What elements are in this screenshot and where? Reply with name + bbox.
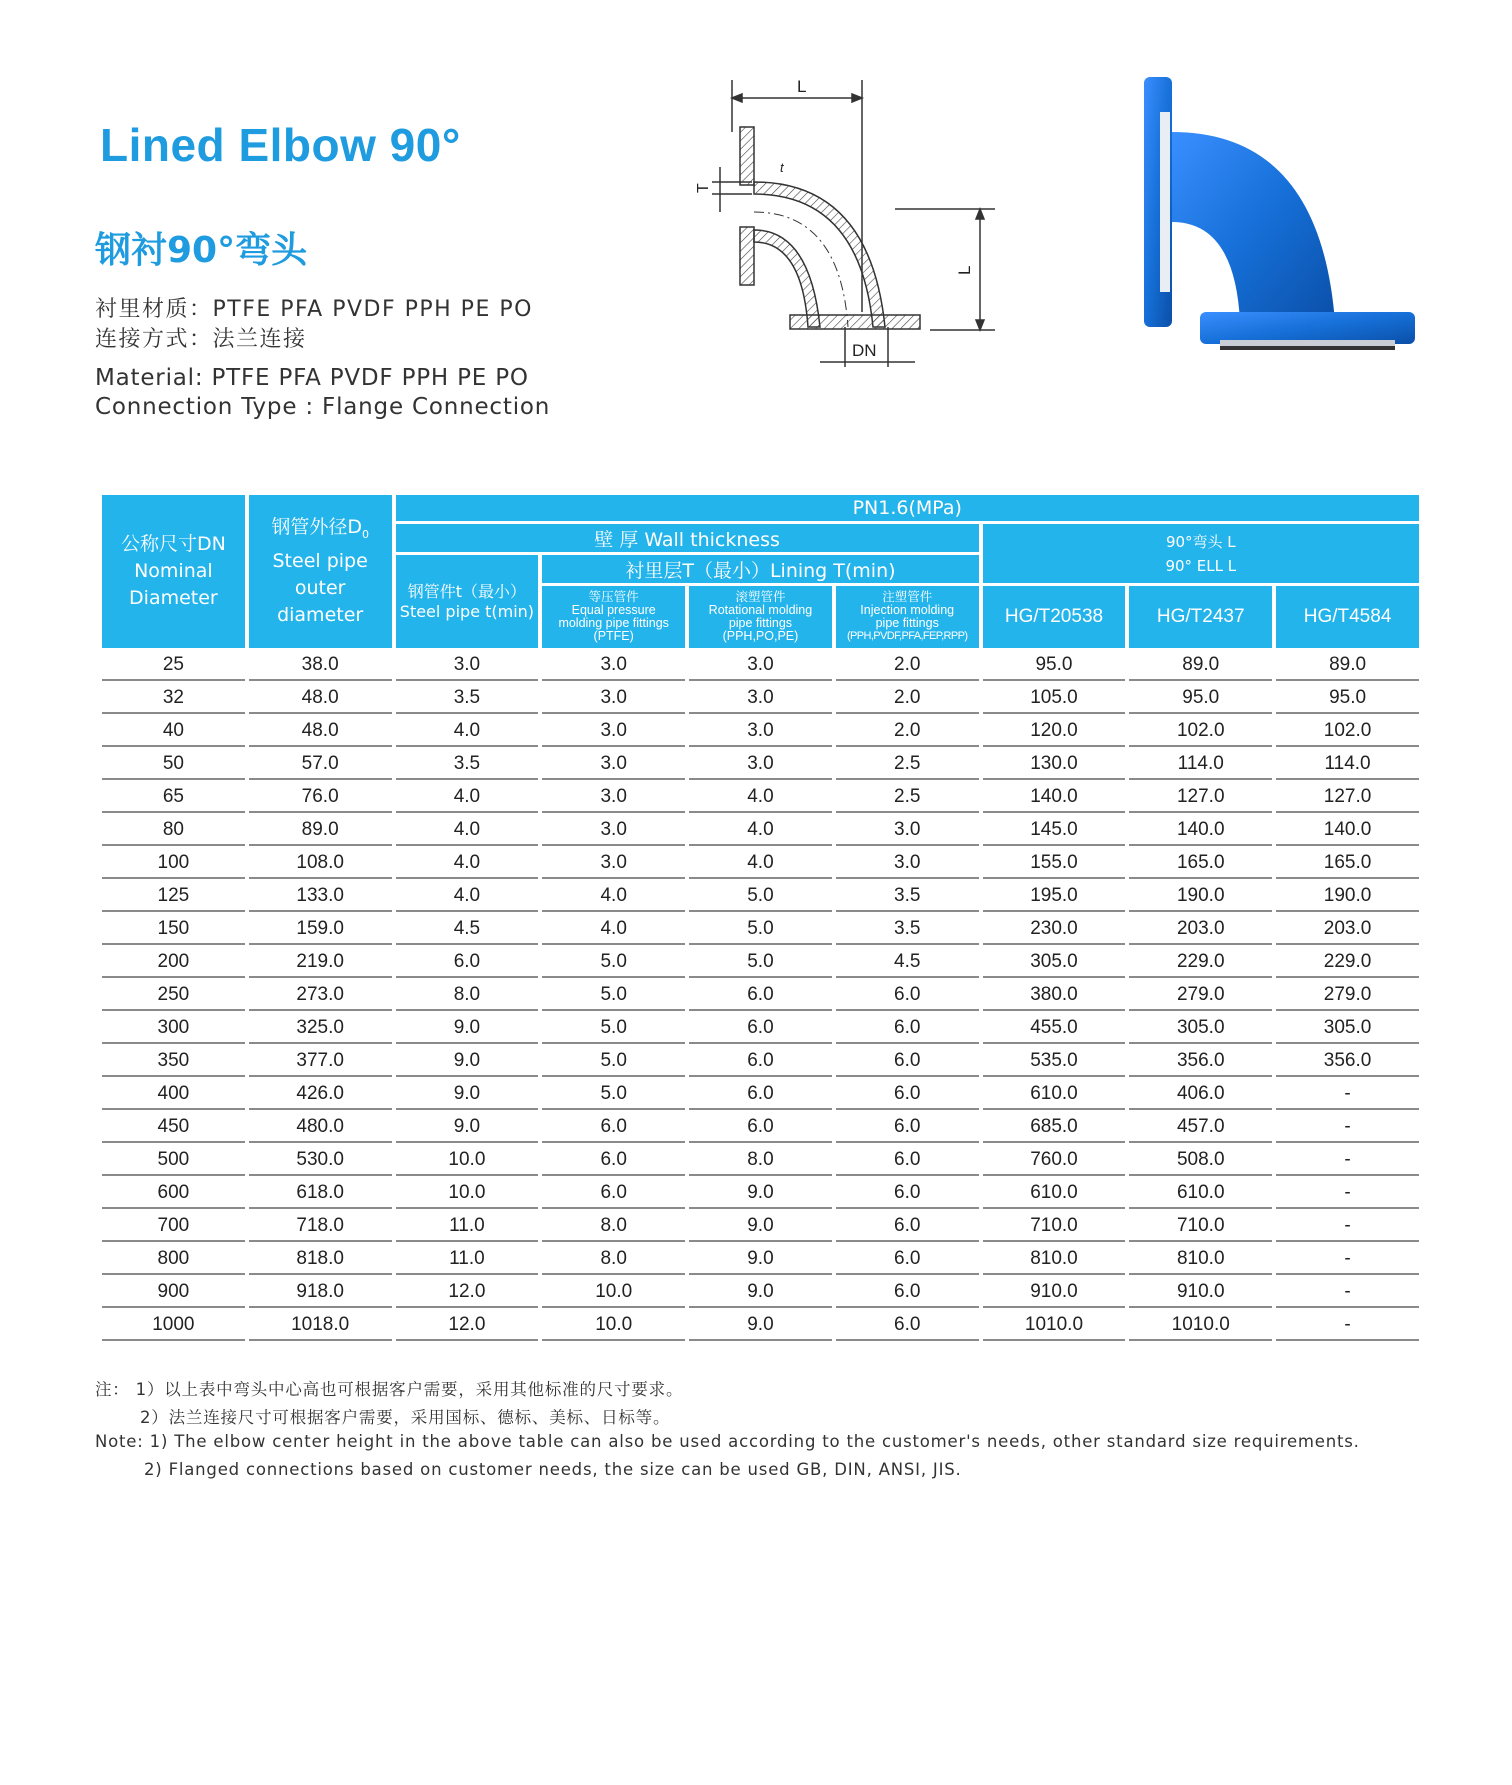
table-cell: 80: [102, 816, 245, 846]
table-cell: 9.0: [689, 1278, 832, 1308]
table-cell: 190.0: [1129, 882, 1272, 912]
table-cell: 95.0: [1129, 684, 1272, 714]
table-cell: 377.0: [249, 1047, 392, 1077]
table-cell: 120.0: [983, 717, 1126, 747]
table-cell: 114.0: [1129, 750, 1272, 780]
table-cell: 6.0: [836, 1311, 979, 1341]
table-row: [102, 684, 1419, 714]
table-cell: 9.0: [689, 1212, 832, 1242]
table-row: [102, 1179, 1419, 1209]
table-cell: 9.0: [689, 1311, 832, 1341]
table-row: [102, 1146, 1419, 1176]
table-cell: 356.0: [1129, 1047, 1272, 1077]
table-cell: 12.0: [396, 1278, 539, 1308]
table-cell: 6.0: [836, 1212, 979, 1242]
table-cell: 426.0: [249, 1080, 392, 1110]
table-cell: 455.0: [983, 1014, 1126, 1044]
table-cell: 229.0: [1129, 948, 1272, 978]
table-cell: 10.0: [542, 1278, 685, 1308]
table-cell: -: [1276, 1146, 1419, 1176]
table-cell: 219.0: [249, 948, 392, 978]
table-cell: 89.0: [249, 816, 392, 846]
table-cell: 3.0: [542, 651, 685, 681]
table-row: [102, 1311, 1419, 1341]
page-title-cn: 钢衬90°弯头: [95, 230, 308, 271]
table-cell: 700: [102, 1212, 245, 1242]
table-cell: 3.0: [542, 750, 685, 780]
table-cell: 4.0: [542, 882, 685, 912]
table-cell: 57.0: [249, 750, 392, 780]
note-en-1: Note: 1) The elbow center height in the above table can also be used according to the customer's needs, other standard size requirements.: [95, 1432, 1360, 1451]
table-cell: 508.0: [1129, 1146, 1272, 1176]
table-cell: -: [1276, 1113, 1419, 1143]
table-cell: -: [1276, 1278, 1419, 1308]
ell-header: [983, 524, 1419, 583]
col-header-od-subscript: 0: [361, 527, 369, 541]
spec-table: [98, 492, 1423, 1344]
table-cell: 718.0: [249, 1212, 392, 1242]
table-cell: 8.0: [542, 1212, 685, 1242]
table-cell: 159.0: [249, 915, 392, 945]
material-en: Material: PTFE PFA PVDF PPH PE PO: [95, 365, 529, 391]
table-cell: 8.0: [689, 1146, 832, 1176]
table-cell: 6.0: [836, 1047, 979, 1077]
table-cell: 3.0: [542, 849, 685, 879]
table-cell: 102.0: [1276, 717, 1419, 747]
table-cell: 12.0: [396, 1311, 539, 1341]
eq-en1: Equal pressure: [571, 603, 656, 617]
table-cell: 9.0: [396, 1014, 539, 1044]
table-cell: 6.0: [396, 948, 539, 978]
table-row: [102, 1047, 1419, 1077]
table-row: [102, 1278, 1419, 1308]
table-cell: 6.0: [689, 981, 832, 1011]
col-header-od-en3: diameter: [277, 603, 364, 626]
table-cell: 4.0: [542, 915, 685, 945]
elbow-section-diagram: [690, 72, 1020, 372]
table-cell: 9.0: [689, 1179, 832, 1209]
table-cell: 610.0: [983, 1080, 1126, 1110]
inj-en1: Injection molding: [860, 603, 955, 617]
table-cell: 2.0: [836, 717, 979, 747]
rot-en1: Rotational molding: [708, 603, 813, 617]
col-header-dn-en1: Nominal: [134, 560, 213, 582]
table-cell: 810.0: [1129, 1245, 1272, 1275]
note-en-2: 2) Flanged connections based on customer needs, the size can be used GB, DIN, ANSI, JIS.: [144, 1460, 962, 1479]
table-cell: 11.0: [396, 1212, 539, 1242]
table-cell: 230.0: [983, 915, 1126, 945]
table-cell: 6.0: [836, 1014, 979, 1044]
table-cell: -: [1276, 1245, 1419, 1275]
table-cell: 8.0: [396, 981, 539, 1011]
table-cell: 4.0: [689, 816, 832, 846]
table-cell: 145.0: [983, 816, 1126, 846]
table-cell: 610.0: [1129, 1179, 1272, 1209]
col-header-hgt2437: HG/T2437: [1129, 586, 1272, 648]
wall-thickness-header: 壁 厚 Wall thickness: [396, 524, 979, 552]
table-cell: 6.0: [836, 1179, 979, 1209]
col-header-hgt4584: HG/T4584: [1276, 586, 1419, 648]
table-cell: 195.0: [983, 882, 1126, 912]
note-cn-1: 注： 1）以上表中弯头中心高也可根据客户需要，采用其他标准的尺寸要求。: [95, 1380, 684, 1399]
table-cell: 3.0: [689, 717, 832, 747]
connection-en: Connection Type : Flange Connection: [95, 394, 551, 420]
table-cell: 5.0: [542, 981, 685, 1011]
table-cell: 3.0: [542, 783, 685, 813]
dim-label-t-upper: T: [695, 183, 712, 193]
table-cell: 685.0: [983, 1113, 1126, 1143]
table-cell: 818.0: [249, 1245, 392, 1275]
col-header-od: [249, 495, 392, 648]
table-cell: 325.0: [249, 1014, 392, 1044]
table-cell: 4.5: [396, 915, 539, 945]
table-cell: 95.0: [983, 651, 1126, 681]
table-cell: 457.0: [1129, 1113, 1272, 1143]
table-cell: 710.0: [1129, 1212, 1272, 1242]
table-cell: 9.0: [396, 1080, 539, 1110]
table-cell: 5.0: [689, 915, 832, 945]
table-cell: 25: [102, 651, 245, 681]
table-cell: 5.0: [689, 882, 832, 912]
table-row: [102, 1113, 1419, 1143]
material-cn: 衬里材质：PTFE PFA PVDF PPH PE PO: [95, 297, 533, 322]
table-cell: 710.0: [983, 1212, 1126, 1242]
table-cell: 10.0: [396, 1146, 539, 1176]
table-cell: 3.0: [396, 651, 539, 681]
table-cell: 3.0: [542, 717, 685, 747]
table-cell: 6.0: [689, 1080, 832, 1110]
table-cell: 500: [102, 1146, 245, 1176]
table-cell: 4.0: [396, 717, 539, 747]
eq-en3: (PTFE): [593, 629, 634, 643]
table-cell: 89.0: [1276, 651, 1419, 681]
dim-label-dn: DN: [852, 341, 877, 360]
table-cell: -: [1276, 1311, 1419, 1341]
col-header-dn-en2: Diameter: [129, 587, 218, 609]
table-cell: 610.0: [983, 1179, 1126, 1209]
table-body: [102, 651, 1419, 1341]
eq-cn: 等压管件: [588, 590, 639, 604]
table-cell: 48.0: [249, 684, 392, 714]
table-cell: 300: [102, 1014, 245, 1044]
table-cell: 6.0: [836, 1080, 979, 1110]
table-cell: 130.0: [983, 750, 1126, 780]
table-row: [102, 981, 1419, 1011]
table-cell: 5.0: [689, 948, 832, 978]
col-header-steel-en: Steel pipe t(min): [399, 601, 535, 621]
table-row: [102, 948, 1419, 978]
note-cn-2: 2）法兰连接尺寸可根据客户需要，采用国标、德标、美标、日标等。: [140, 1408, 671, 1427]
table-cell: 40: [102, 717, 245, 747]
table-cell: 65: [102, 783, 245, 813]
connection-cn: 连接方式：法兰连接: [95, 327, 307, 352]
dim-label-t-lower: t: [780, 160, 784, 175]
table-cell: 76.0: [249, 783, 392, 813]
col-header-hgt20538: HG/T20538: [983, 586, 1126, 648]
table-cell: 1018.0: [249, 1311, 392, 1341]
table-cell: 918.0: [249, 1278, 392, 1308]
table-row: [102, 1245, 1419, 1275]
table-cell: 3.0: [836, 816, 979, 846]
table-cell: 3.0: [689, 684, 832, 714]
table-cell: 4.0: [396, 816, 539, 846]
table-cell: 1000: [102, 1311, 245, 1341]
table-cell: 400: [102, 1080, 245, 1110]
table-cell: 4.0: [396, 783, 539, 813]
table-cell: 165.0: [1276, 849, 1419, 879]
table-cell: 910.0: [983, 1278, 1126, 1308]
table-cell: 305.0: [1129, 1014, 1272, 1044]
table-row: [102, 816, 1419, 846]
ell-header-cn: 90°弯头 L: [1165, 532, 1236, 551]
table-cell: 535.0: [983, 1047, 1126, 1077]
table-cell: 9.0: [396, 1047, 539, 1077]
inj-cn: 注塑管件: [882, 590, 933, 604]
table-cell: 3.5: [396, 750, 539, 780]
table-cell: 406.0: [1129, 1080, 1272, 1110]
table-cell: 3.0: [542, 816, 685, 846]
table-cell: 1010.0: [983, 1311, 1126, 1341]
table-cell: 900: [102, 1278, 245, 1308]
table-cell: 140.0: [1129, 816, 1272, 846]
table-cell: 1010.0: [1129, 1311, 1272, 1341]
col-header-steel: [396, 555, 539, 648]
table-cell: 6.0: [689, 1014, 832, 1044]
table-cell: 2.5: [836, 783, 979, 813]
table-cell: 102.0: [1129, 717, 1272, 747]
table-cell: 2.5: [836, 750, 979, 780]
table-row: [102, 882, 1419, 912]
rot-en3: (PPH,PO,PE): [722, 629, 799, 643]
table-cell: 203.0: [1276, 915, 1419, 945]
table-cell: 203.0: [1129, 915, 1272, 945]
table-cell: 190.0: [1276, 882, 1419, 912]
table-cell: 618.0: [249, 1179, 392, 1209]
table-cell: 9.0: [689, 1245, 832, 1275]
table-cell: 5.0: [542, 1014, 685, 1044]
table-row: [102, 651, 1419, 681]
table-cell: 165.0: [1129, 849, 1272, 879]
col-header-od-cn: [249, 514, 392, 548]
table-cell: 6.0: [542, 1179, 685, 1209]
dim-label-l-side: L: [955, 265, 974, 275]
table-cell: 4.5: [836, 948, 979, 978]
table-cell: 10.0: [396, 1179, 539, 1209]
table-cell: -: [1276, 1179, 1419, 1209]
table-row: [102, 750, 1419, 780]
table-cell: 38.0: [249, 651, 392, 681]
table-cell: 200: [102, 948, 245, 978]
rot-cn: 滚塑管件: [735, 590, 786, 604]
table-cell: 5.0: [542, 1047, 685, 1077]
table-cell: 150: [102, 915, 245, 945]
table-cell: 11.0: [396, 1245, 539, 1275]
table-row: [102, 717, 1419, 747]
table-row: [102, 915, 1419, 945]
table-cell: 6.0: [836, 981, 979, 1011]
table-row: [102, 1212, 1419, 1242]
table-cell: 6.0: [542, 1113, 685, 1143]
table-cell: 760.0: [983, 1146, 1126, 1176]
table-cell: 279.0: [1129, 981, 1272, 1011]
table-cell: 356.0: [1276, 1047, 1419, 1077]
table-cell: -: [1276, 1080, 1419, 1110]
table-cell: 6.0: [689, 1113, 832, 1143]
table-cell: 89.0: [1129, 651, 1272, 681]
col-header-dn-cn: 公称尺寸DN: [120, 533, 226, 555]
table-cell: 6.0: [836, 1245, 979, 1275]
table-cell: 5.0: [542, 948, 685, 978]
table-cell: 3.0: [836, 849, 979, 879]
table-cell: 4.0: [396, 849, 539, 879]
col-header-injection: [836, 586, 979, 648]
table-cell: 32: [102, 684, 245, 714]
table-cell: -: [1276, 1212, 1419, 1242]
dim-label-l-top: L: [797, 77, 807, 96]
table-cell: 9.0: [396, 1113, 539, 1143]
table-cell: 4.0: [689, 849, 832, 879]
table-cell: 910.0: [1129, 1278, 1272, 1308]
table-cell: 2.0: [836, 651, 979, 681]
table-cell: 2.0: [836, 684, 979, 714]
col-header-rotational: [689, 586, 832, 648]
col-header-od-cn-text: 钢管外径D: [271, 516, 362, 539]
eq-en2: molding pipe fittings: [558, 616, 669, 630]
col-header-dn: [102, 495, 245, 648]
col-header-od-en1: Steel pipe: [272, 549, 368, 572]
table-cell: 4.0: [689, 783, 832, 813]
table-row: [102, 1080, 1419, 1110]
inj-en2: pipe fittings: [875, 616, 939, 630]
table-cell: 279.0: [1276, 981, 1419, 1011]
table-cell: 6.0: [836, 1146, 979, 1176]
table-row: [102, 849, 1419, 879]
table-cell: 3.5: [836, 915, 979, 945]
table-cell: 48.0: [249, 717, 392, 747]
table-cell: 450: [102, 1113, 245, 1143]
table-cell: 600: [102, 1179, 245, 1209]
table-cell: 380.0: [983, 981, 1126, 1011]
table-cell: 6.0: [689, 1047, 832, 1077]
table-cell: 105.0: [983, 684, 1126, 714]
table-cell: 133.0: [249, 882, 392, 912]
col-header-equal-pressure: [542, 586, 685, 648]
table-cell: 3.5: [396, 684, 539, 714]
col-header-od-en2: outer: [294, 576, 346, 599]
ell-header-en: 90° ELL L: [1165, 556, 1237, 575]
table-cell: 8.0: [542, 1245, 685, 1275]
col-header-steel-cn: 钢管件t（最小）: [407, 581, 527, 601]
table-cell: 530.0: [249, 1146, 392, 1176]
page-title: Lined Elbow 90°: [100, 119, 461, 171]
table-cell: 3.0: [689, 651, 832, 681]
elbow-product-image: [1120, 72, 1430, 372]
table-cell: 127.0: [1129, 783, 1272, 813]
table-cell: 6.0: [836, 1278, 979, 1308]
pressure-header: PN1.6(MPa): [396, 495, 1419, 521]
inj-en3: (PPH,PVDF,PFA,FEP,RPP): [846, 630, 968, 642]
table-cell: 800: [102, 1245, 245, 1275]
table-cell: 273.0: [249, 981, 392, 1011]
table-cell: 480.0: [249, 1113, 392, 1143]
table-cell: 3.0: [689, 750, 832, 780]
table-cell: 50: [102, 750, 245, 780]
table-cell: 10.0: [542, 1311, 685, 1341]
table-cell: 140.0: [983, 783, 1126, 813]
table-cell: 6.0: [836, 1113, 979, 1143]
table-cell: 350: [102, 1047, 245, 1077]
table-cell: 140.0: [1276, 816, 1419, 846]
table-cell: 127.0: [1276, 783, 1419, 813]
table-cell: 95.0: [1276, 684, 1419, 714]
table-cell: 305.0: [983, 948, 1126, 978]
table-cell: 4.0: [396, 882, 539, 912]
table-cell: 6.0: [542, 1146, 685, 1176]
table-cell: 305.0: [1276, 1014, 1419, 1044]
table-cell: 5.0: [542, 1080, 685, 1110]
table-cell: 3.5: [836, 882, 979, 912]
table-cell: 250: [102, 981, 245, 1011]
table-cell: 100: [102, 849, 245, 879]
table-cell: 3.0: [542, 684, 685, 714]
table-row: [102, 783, 1419, 813]
rot-en2: pipe fittings: [728, 616, 793, 630]
table-cell: 125: [102, 882, 245, 912]
lining-header: 衬里层T（最小）Lining T(min): [542, 555, 978, 583]
table-row: [102, 1014, 1419, 1044]
table-cell: 810.0: [983, 1245, 1126, 1275]
table-cell: 155.0: [983, 849, 1126, 879]
table-cell: 114.0: [1276, 750, 1419, 780]
table-cell: 229.0: [1276, 948, 1419, 978]
table-cell: 108.0: [249, 849, 392, 879]
